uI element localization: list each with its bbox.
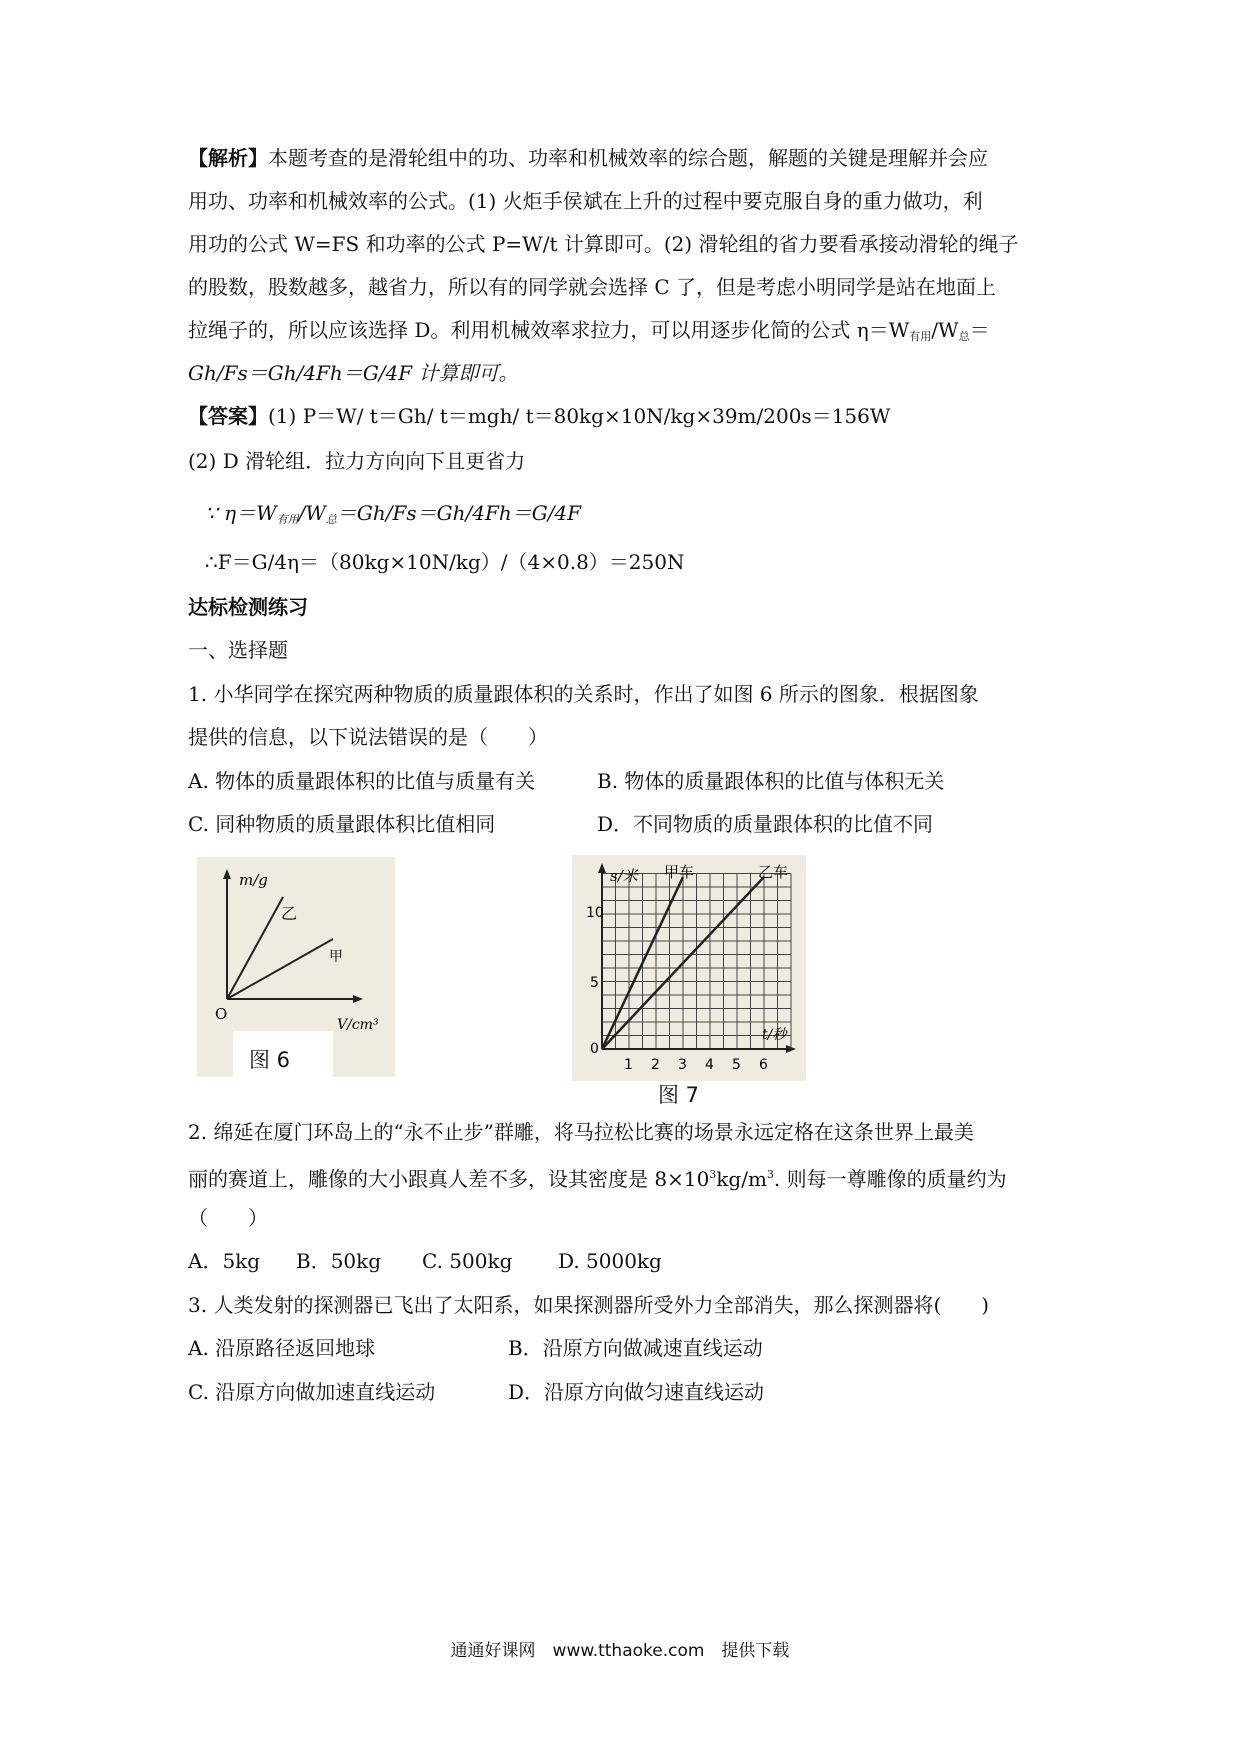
page-footer: 通通好课网 www.tthaoke.com 提供下载 <box>450 1641 790 1661</box>
analysis-line-4: 的股数，股数越多，越省力，所以有的同学就会选择 C 了，但是考虑小明同学是站在地面上 <box>188 275 997 299</box>
analysis-line-3: 用功的公式 W=FS 和功率的公式 P=W/t 计算即可。(2) 滑轮组的省力要看承接动滑轮的绳子 <box>188 232 1019 256</box>
q1-option-c: C. 同种物质的质量跟体积比值相同 <box>188 812 496 836</box>
fig7-xtick-4: 4 <box>705 1057 714 1073</box>
analysis-text-5c: ＝ <box>969 318 990 342</box>
q2-line-1: 2. 绵延在厦门环岛上的“永不止步”群雕，将马拉松比赛的场景永远定格在这条世界上最美 <box>188 1120 974 1144</box>
answer-line-3 <box>205 498 581 535</box>
analysis-line-6: Gh/Fs＝Gh/4Fh＝G/4F 计算即可。 <box>188 361 519 385</box>
answer-text-3a: ∵ η＝W <box>205 501 277 525</box>
q2-line-3: （ ） <box>188 1206 268 1230</box>
answer-text-3c: ＝Gh/Fs＝Gh/4Fh＝G/4F <box>336 501 582 525</box>
q2-text-2c: . 则每一尊雕像的质量约为 <box>773 1167 1007 1191</box>
q3-option-a: A. 沿原路径返回地球 <box>188 1336 376 1360</box>
figure-7 <box>572 855 806 1081</box>
fig7-ytick-10: 10 <box>586 905 604 921</box>
analysis-text-5b: /W <box>931 318 959 342</box>
fig7-xtick-2: 2 <box>651 1057 660 1073</box>
figure-6-caption: 图 6 <box>249 1048 291 1072</box>
fig7-label-yi: 乙车 <box>758 863 789 881</box>
q1-option-b: B. 物体的质量跟体积的比值与体积无关 <box>597 769 945 793</box>
q3-line-1: 3. 人类发射的探测器已飞出了太阳系，如果探测器所受外力全部消失，那么探测器将( ) <box>188 1293 990 1317</box>
fig7-xtick-6: 6 <box>759 1057 768 1073</box>
q1-option-a: A. 物体的质量跟体积的比值与质量有关 <box>188 769 536 793</box>
fig6-y-arrow <box>223 869 231 879</box>
q2-option-c: C. 500kg <box>422 1249 513 1273</box>
answer-line-2: (2) D 滑轮组．拉力方向向下且更省力 <box>188 449 526 473</box>
fig7-xtick-3: 3 <box>678 1057 687 1073</box>
fig6-xlabel: V/cm³ <box>337 1017 379 1033</box>
analysis-line-1 <box>188 143 988 173</box>
fig7-xtick-1: 1 <box>624 1057 633 1073</box>
sub-youyong-2: 有用 <box>276 513 299 526</box>
q3-option-d: D．沿原方向做匀速直线运动 <box>508 1380 765 1404</box>
fig7-grid <box>602 874 791 1050</box>
fig7-ytick-0: 0 <box>590 1041 599 1057</box>
answer-tag: 【答案】 <box>188 404 268 428</box>
fig6-ylabel: m/g <box>239 871 268 889</box>
answer-text-3b: /W <box>298 501 326 525</box>
sub-zong: 总 <box>958 330 970 343</box>
analysis-line-5 <box>188 315 990 352</box>
section-subtitle: 一、选择题 <box>188 638 288 662</box>
q2-text-2a: 丽的赛道上，雕像的大小跟真人差不多，设其密度是 8×10 <box>188 1167 710 1191</box>
q3-option-c: C. 沿原方向做加速直线运动 <box>188 1380 436 1404</box>
figure-6 <box>197 857 395 1077</box>
fig6-label-yi: 乙 <box>281 904 298 923</box>
fig7-xtick-5: 5 <box>732 1057 741 1073</box>
section-title: 达标检测练习 <box>188 595 308 619</box>
answer-line-1 <box>188 401 890 431</box>
q2-sup-2: 3 <box>766 1168 774 1181</box>
analysis-text-1: 本题考查的是滑轮组中的功、功率和机械效率的综合题，解题的关键是理解并会应 <box>268 146 988 170</box>
sub-zong-2: 总 <box>325 513 337 526</box>
fig6-x-arrow <box>353 995 363 1003</box>
answer-line-4: ∴F＝G/4η＝（80kg×10N/kg）/（4×0.8）＝250N <box>205 550 685 574</box>
q2-text-2b: kg/m <box>716 1167 767 1191</box>
fig7-xlabel: t/秒 <box>762 1027 787 1043</box>
figure-6-graph <box>197 857 395 1077</box>
q1-line-2: 提供的信息，以下说法错误的是（ ） <box>188 725 548 749</box>
fig6-label-jia: 甲 <box>329 949 343 965</box>
q2-option-a: A．5kg <box>188 1249 261 1273</box>
figure-7-caption: 图 7 <box>658 1083 700 1107</box>
analysis-text-5: 拉绳子的，所以应该选择 D。利用机械效率求拉力，可以用逐步化简的公式 η＝W <box>188 318 910 342</box>
analysis-tag: 【解析】 <box>188 146 268 170</box>
fig7-y-arrow <box>598 863 606 873</box>
q1-option-d: D．不同物质的质量跟体积的比值不同 <box>597 812 934 836</box>
sub-youyong: 有用 <box>909 330 932 343</box>
q2-line-2 <box>188 1160 1007 1194</box>
q2-option-d: D. 5000kg <box>558 1249 662 1273</box>
q2-sup-1: 3 <box>709 1168 717 1181</box>
analysis-line-2: 用功、功率和机械效率的公式。(1) 火炬手侯斌在上升的过程中要克服自身的重力做功，利 <box>188 189 983 213</box>
figure-7-graph <box>572 855 806 1081</box>
answer-text-1: (1) P＝W/ t＝Gh/ t＝mgh/ t＝80kg×10N/kg×39m/200s＝156W <box>268 404 891 428</box>
q2-option-b: B．50kg <box>296 1249 382 1273</box>
fig7-ytick-5: 5 <box>590 975 599 991</box>
fig7-label-jia: 甲车 <box>664 863 695 881</box>
q3-option-b: B．沿原方向做减速直线运动 <box>508 1336 763 1360</box>
fig6-origin: O <box>215 1005 228 1023</box>
q1-line-1: 1. 小华同学在探究两种物质的质量跟体积的关系时，作出了如图 6 所示的图象．根据图象 <box>188 682 979 706</box>
fig7-ylabel: s/米 <box>610 867 638 885</box>
